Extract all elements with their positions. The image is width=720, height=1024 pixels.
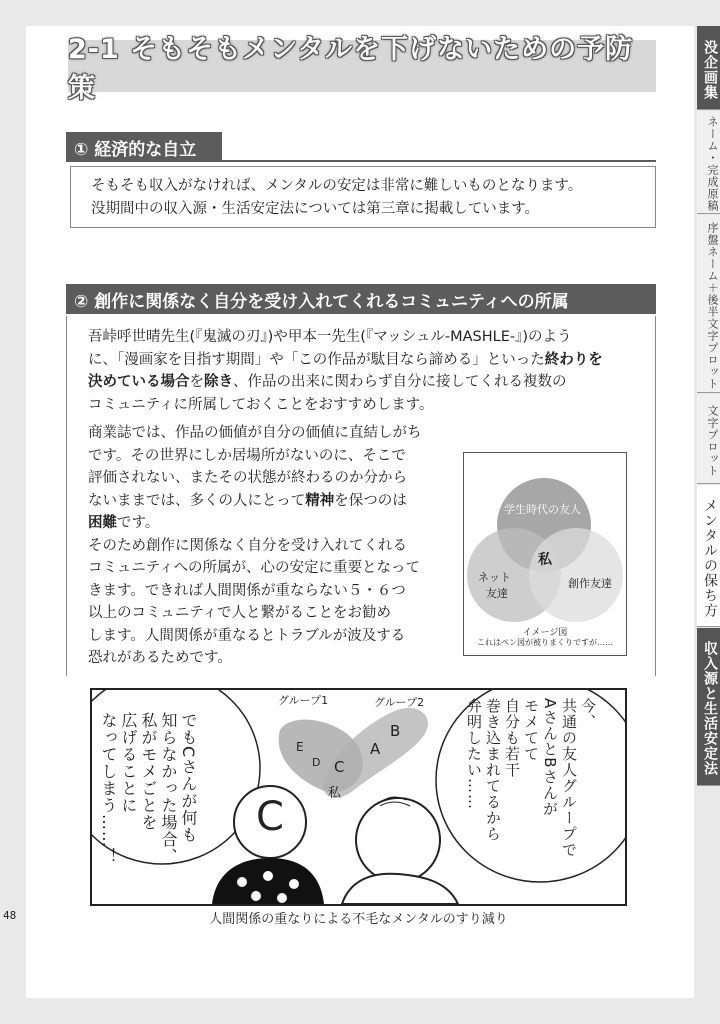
tab-mental-health[interactable]: メンタルの保ち方: [697, 485, 720, 627]
tab-text-plot[interactable]: 文字プロット: [697, 394, 720, 484]
group1-label: グループ1: [278, 694, 329, 707]
character-c-head-letter: C: [256, 794, 284, 840]
venn-caption-1: イメージ図: [522, 628, 568, 638]
body-line-11: 恐れがあるためです。: [88, 650, 232, 666]
page-title-bar: [68, 34, 656, 104]
right-bubble-line-2: 共通の友人グループで: [560, 698, 578, 858]
body-line-4: ないままでは、多くの人にとって精神を保つのは: [88, 492, 407, 509]
comic-panel: [90, 688, 627, 906]
venn-label-right: 創作友達: [568, 577, 612, 590]
body-line-3: 評価されない、またその状態が終わるのか分から: [88, 470, 407, 486]
tab-abandoned-projects[interactable]: 没企画集: [697, 26, 720, 110]
section1-rule: [66, 160, 656, 162]
left-bubble-line-3: 私がモメごとを: [139, 712, 158, 831]
right-bubble-line-7: 弁明したい……: [465, 698, 483, 810]
member-c-label: C: [334, 758, 345, 776]
venn-caption-2: これはペン図が被りまくりですが……: [477, 638, 613, 647]
right-bubble-line-5: 自分も若干: [503, 698, 521, 778]
venn-label-top: 学生時代の友人: [504, 503, 581, 516]
section1-heading: ① 経済的な自立: [66, 132, 222, 162]
comic-caption: 人間関係の重なりによる不毛なメンタルのすり減り: [209, 912, 508, 927]
member-me-label: 私: [328, 786, 342, 801]
venn-diagram: [463, 452, 627, 656]
venn-label-left-1: ネット: [478, 571, 511, 584]
right-bubble-text: [464, 698, 597, 898]
left-bubble-line-5: なってしまう……！: [99, 712, 118, 865]
character-me-head: [356, 798, 440, 882]
left-bubble-text: [98, 712, 198, 872]
page-number: 48: [3, 909, 17, 922]
section1-line-2: 没期間中の収入源・生活安定法については第三章に掲載しています。: [91, 200, 540, 217]
intro-line-3: 決めている場合を除き、作品の出来に関わらず自分に接してくれる複数の: [88, 374, 567, 390]
member-b-label: B: [390, 722, 401, 740]
shirt-dot: [237, 877, 247, 887]
venn-label-left-2: 友達: [486, 587, 508, 600]
intro-line-1: 吾峠呼世晴先生(『鬼滅の刃』)や甲本一先生(『マッシュル-MASHLE-』)のよう: [88, 329, 572, 345]
body-line-10: します。人間関係が重なるとトラブルが波及する: [88, 627, 406, 644]
right-bubble-line-3: AさんとBさんが: [541, 698, 559, 817]
right-bubble-line-6: 巻き込まれてるから: [484, 698, 502, 842]
body-line-9: 以上のコミュニティで人と繋がることをお勧め: [88, 605, 392, 621]
tab-name-finished-manuscript[interactable]: ネーム・完成原稿: [697, 111, 720, 214]
character-me-body: [342, 874, 458, 904]
body-line-7: コミュニティへの所属が、心の安定に重要となって: [88, 560, 421, 576]
section2-heading: ② 創作に関係なく自分を受け入れてくれるコミュニティへの所属: [66, 284, 656, 314]
section1-line-1: そもそも収入がなければ、メンタルの安定は非常に難しいものとなります。: [91, 178, 583, 194]
body-line-8: きます。できれば人間関係が重ならない５・６つ: [88, 582, 406, 599]
member-d-label: D: [312, 756, 321, 769]
left-bubble-line-1: でもCさんが何も: [179, 712, 198, 844]
left-bubble-line-4: 広げることに: [119, 712, 138, 814]
right-bubble-line-1: 今、: [579, 698, 597, 730]
tab-early-name-text-plot[interactable]: 序盤ネーム＋後半文字プロット: [697, 215, 720, 393]
group2-label: グループ2: [374, 696, 425, 709]
section2-body: [88, 422, 458, 670]
intro-line-4: コミュニティに所属しておくことをおすすめします。: [88, 396, 434, 413]
member-e-label: E: [296, 740, 304, 754]
tab-income-stability[interactable]: 収入源と生活安定法: [697, 628, 720, 786]
body-line-1: 商業誌では、作品の価値が自分の価値に直結しがち: [88, 425, 422, 441]
intro-line-2: に、「漫画家を目指す期間」や「この作品が駄目なら諦める」といった終わりを: [88, 351, 603, 368]
shirt-dot: [277, 893, 287, 903]
body-line-5: 困難です。: [88, 515, 160, 531]
page-title: 2-1 そもそもメンタルを下げないための予防策: [68, 34, 634, 104]
shirt-dot: [251, 891, 261, 901]
section1-box: [70, 166, 656, 228]
right-bubble-line-4: モメてて: [522, 698, 540, 762]
shirt-dot: [263, 871, 273, 881]
left-bubble-line-2: 知らなかった場合、: [159, 712, 178, 865]
shirt-dot: [289, 879, 299, 889]
venn-center-label: 私: [538, 552, 552, 568]
section2-intro: [88, 326, 648, 416]
body-line-2: です。その世界にしか居場所がないのに、そこで: [88, 447, 406, 464]
member-a-label: A: [370, 740, 381, 758]
body-line-6: そのため創作に関係なく自分を受け入れてくれる: [88, 537, 407, 554]
